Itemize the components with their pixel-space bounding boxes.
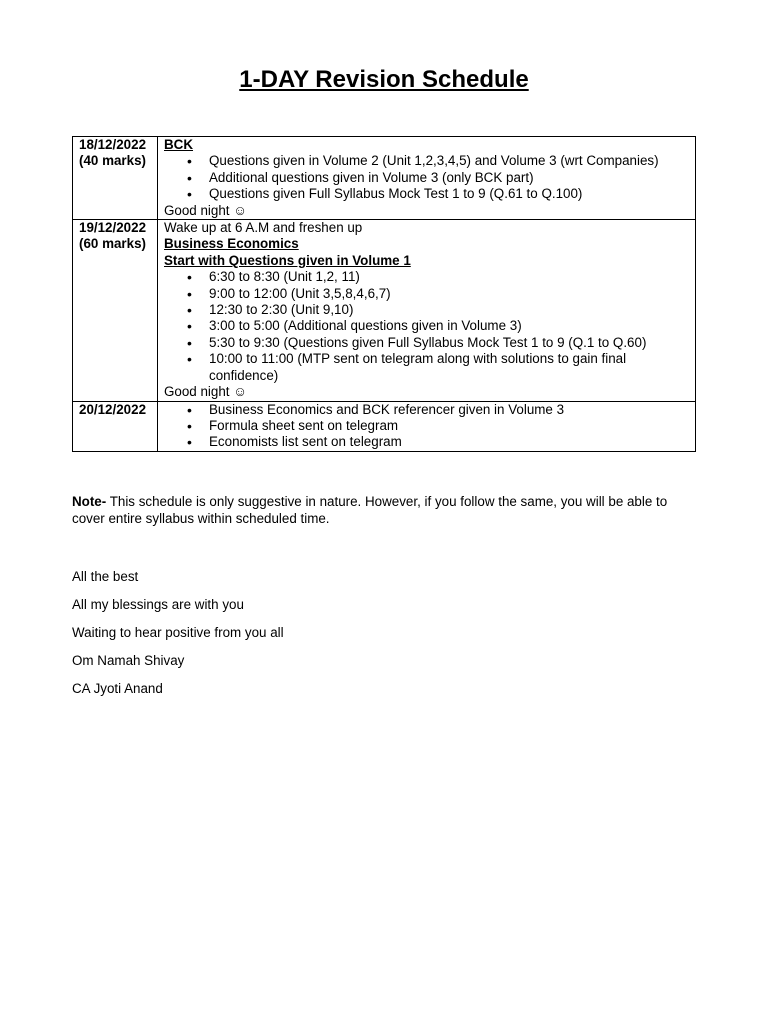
page-title: 1-DAY Revision Schedule	[239, 66, 529, 93]
list-item: • Economists list sent on telegram	[209, 434, 689, 450]
closing-line: Waiting to hear positive from you all	[72, 625, 284, 640]
list-item: • 3:00 to 5:00 (Additional questions given in Volume 3)	[209, 318, 689, 334]
plan-cell	[158, 220, 696, 401]
list-item: • Additional questions given in Volume 3 (only BCK part)	[209, 170, 689, 186]
task-list	[164, 402, 689, 451]
task-list	[164, 269, 689, 384]
plan-cell	[158, 401, 696, 451]
date-cell	[73, 220, 158, 401]
good-night-text: Good night ☺	[164, 202, 247, 218]
list-item: • 5:30 to 9:30 (Questions given Full Syllabus Mock Test 1 to 9 (Q.1 to Q.60)	[209, 335, 689, 351]
list-item: • 9:00 to 12:00 (Unit 3,5,8,4,6,7)	[209, 286, 689, 302]
row-date: 20/12/2022	[79, 401, 147, 417]
table-row	[73, 137, 696, 220]
note-text: This schedule is only suggestive in nature. However, if you follow the same, you will be able to cover entire syllabus within scheduled time.	[72, 494, 668, 526]
subject-heading: BCK	[164, 137, 194, 152]
row-marks: (60 marks)	[79, 236, 146, 252]
good-night-text: Good night ☺	[164, 384, 247, 400]
list-item: • Questions given Full Syllabus Mock Test 1 to 9 (Q.61 to Q.100)	[209, 186, 689, 202]
closing-line: Om Namah Shivay	[72, 653, 185, 668]
table-row	[73, 220, 696, 401]
note-label: Note-	[72, 494, 107, 509]
list-item: • Questions given in Volume 2 (Unit 1,2,3,4,5) and Volume 3 (wrt Companies)	[209, 153, 689, 169]
row-marks: (40 marks)	[79, 153, 146, 169]
closing-line: All the best	[72, 569, 139, 584]
row-date: 19/12/2022	[79, 220, 147, 236]
intro-text: Wake up at 6 A.M and freshen up	[164, 220, 363, 236]
list-item: • 6:30 to 8:30 (Unit 1,2, 11)	[209, 269, 689, 285]
note-paragraph	[72, 493, 696, 527]
schedule-table	[72, 136, 696, 452]
subject-subheading: Start with Questions given in Volume 1	[164, 252, 411, 268]
signature-line: CA Jyoti Anand	[72, 681, 163, 696]
list-item: • Formula sheet sent on telegram	[209, 418, 689, 434]
date-cell	[73, 137, 158, 220]
subject-heading: Business Economics	[164, 236, 299, 252]
row-date: 18/12/2022	[79, 137, 147, 152]
table-row	[73, 401, 696, 451]
list-item: • 12:30 to 2:30 (Unit 9,10)	[209, 302, 689, 318]
list-item: • 10:00 to 11:00 (MTP sent on telegram along with solutions to gain final confidence)	[209, 351, 689, 384]
closing-line: All my blessings are with you	[72, 597, 244, 612]
task-list	[164, 153, 689, 202]
plan-cell	[158, 137, 696, 220]
date-cell	[73, 401, 158, 451]
list-item: • Business Economics and BCK referencer given in Volume 3	[209, 402, 689, 418]
